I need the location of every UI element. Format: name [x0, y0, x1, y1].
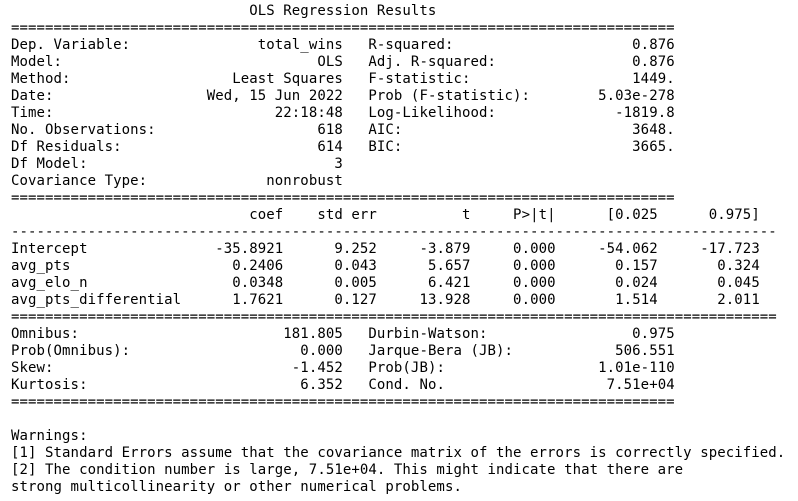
coef-cell: 0.2406	[181, 258, 284, 274]
title-line	[11, 3, 785, 20]
diag-row-prob-omnibus	[11, 343, 785, 360]
coef-row-name: avg_pts	[11, 258, 182, 274]
coef-cell: 0.000	[470, 241, 556, 257]
summary-row-df-residuals	[11, 139, 785, 156]
coef-row	[11, 241, 785, 258]
kurtosis-label: Kurtosis:	[11, 377, 199, 393]
covariance-type-label: Covariance Type:	[11, 173, 199, 189]
summary-row-covariance-type	[11, 173, 785, 190]
diag-row-skew	[11, 360, 785, 377]
dep-variable-label: Dep. Variable:	[11, 37, 199, 53]
coef-cell: 9.252	[283, 241, 377, 257]
time-label: Time:	[11, 105, 199, 121]
warning-2: [2] The condition number is large, 7.51e+04. This might indicate that there are	[11, 462, 684, 478]
coef-row	[11, 275, 785, 292]
warning-3-line	[11, 479, 785, 496]
separator-mid-1	[11, 190, 785, 207]
coef-cell: -35.8921	[181, 241, 284, 257]
coef-header-0: coef	[181, 207, 284, 223]
warning-1: [1] Standard Errors assume that the covariance matrix of the errors is correctly specified.	[11, 445, 786, 461]
adj-r-squared-label: Adj. R-squared:	[368, 54, 556, 70]
coef-cell: 6.421	[376, 275, 471, 291]
coef-cell: 0.043	[283, 258, 377, 274]
separator-bottom	[11, 394, 785, 411]
coef-cell: 0.157	[555, 258, 658, 274]
prob-omnibus-value: 0.000	[198, 343, 343, 359]
durbin-watson-value: 0.975	[555, 326, 675, 342]
dep-variable-value: total_wins	[198, 37, 343, 53]
warning-2-line	[11, 462, 785, 479]
coef-cell: 1.514	[555, 292, 658, 308]
skew-label: Skew:	[11, 360, 199, 376]
date-label: Date:	[11, 88, 199, 104]
covariance-type-value: nonrobust	[198, 173, 343, 189]
coef-cell: 2.011	[657, 292, 760, 308]
coef-cell: 1.7621	[181, 292, 284, 308]
coef-header-1: std err	[283, 207, 377, 223]
summary-row-no-observations	[11, 122, 785, 139]
jarque-bera-value: 506.551	[555, 343, 675, 359]
separator-mid-2: ==========================================================================================	[11, 309, 777, 325]
coef-cell: 0.000	[470, 292, 556, 308]
df-model-label: Df Model:	[11, 156, 199, 172]
aic-label: AIC:	[368, 122, 556, 138]
prob-jb-value: 1.01e-110	[555, 360, 675, 376]
no-observations-label: No. Observations:	[11, 122, 199, 138]
prob-omnibus-label: Prob(Omnibus):	[11, 343, 199, 359]
durbin-watson-label: Durbin-Watson:	[368, 326, 556, 342]
coef-cell: 0.005	[283, 275, 377, 291]
summary-row-model	[11, 54, 785, 71]
blank-line	[11, 411, 785, 428]
warning-1-line	[11, 445, 785, 462]
coef-row-name: avg_pts_differential	[11, 292, 182, 308]
coef-cell: 0.000	[470, 275, 556, 291]
method-label: Method:	[11, 71, 199, 87]
coef-cell: -3.879	[376, 241, 471, 257]
warnings-heading-line	[11, 428, 785, 445]
summary-row-df-model	[11, 156, 785, 173]
jarque-bera-label: Jarque-Bera (JB):	[368, 343, 556, 359]
r-squared-value: 0.876	[555, 37, 675, 53]
coef-header-3: P>|t|	[470, 207, 556, 223]
omnibus-label: Omnibus:	[11, 326, 199, 342]
summary-row-dep-variable	[11, 37, 785, 54]
bic-label: BIC:	[368, 139, 556, 155]
aic-value: 3648.	[555, 122, 675, 138]
coef-row	[11, 292, 785, 309]
warning-3: strong multicollinearity or other numerical problems.	[11, 479, 462, 495]
coef-cell: 0.0348	[181, 275, 284, 291]
coef-cell: -17.723	[657, 241, 760, 257]
separator-mid-2-text: ==============================================================================	[11, 309, 675, 325]
coef-cell: 0.127	[283, 292, 377, 308]
omnibus-value: 181.805	[198, 326, 343, 342]
coef-cell: 0.024	[555, 275, 658, 291]
summary-row-date	[11, 88, 785, 105]
coef-cell: 13.928	[376, 292, 471, 308]
r-squared-label: R-squared:	[368, 37, 556, 53]
prob-jb-label: Prob(JB):	[368, 360, 556, 376]
coef-cell: 0.045	[657, 275, 760, 291]
log-likelihood-label: Log-Likelihood:	[368, 105, 556, 121]
df-model-value: 3	[198, 156, 343, 172]
cond-no-label: Cond. No.	[368, 377, 556, 393]
time-value: 22:18:48	[198, 105, 343, 121]
bic-value: 3665.	[555, 139, 675, 155]
prob-f-statistic-label: Prob (F-statistic):	[368, 88, 556, 104]
kurtosis-value: 6.352	[198, 377, 343, 393]
coef-row-name: avg_elo_n	[11, 275, 182, 291]
df-residuals-label: Df Residuals:	[11, 139, 199, 155]
coef-row-name: Intercept	[11, 241, 182, 257]
report-title: OLS Regression Results	[11, 3, 675, 19]
separator-bottom-text: ==============================================================================	[11, 394, 675, 410]
coef-header-4: [0.025	[555, 207, 658, 223]
prob-f-statistic-value: 5.03e-278	[555, 88, 675, 104]
separator-dash-text: ------------------------------------------------------------------------------	[11, 224, 675, 240]
separator-mid-1-text: ==============================================================================	[11, 190, 675, 206]
model-value: OLS	[198, 54, 343, 70]
coef-cell: -54.062	[555, 241, 658, 257]
model-label: Model:	[11, 54, 199, 70]
separator-top-text: ==============================================================================	[11, 20, 675, 36]
coef-header-5: 0.975]	[657, 207, 760, 223]
f-statistic-label: F-statistic:	[368, 71, 556, 87]
method-value: Least Squares	[198, 71, 343, 87]
diag-row-kurtosis	[11, 377, 785, 394]
diag-row-omnibus	[11, 326, 785, 343]
adj-r-squared-value: 0.876	[555, 54, 675, 70]
df-residuals-value: 614	[198, 139, 343, 155]
log-likelihood-value: -1819.8	[555, 105, 675, 121]
coef-cell: 5.657	[376, 258, 471, 274]
skew-value: -1.452	[198, 360, 343, 376]
separator-dash: ------------------------------------------------------------------------------------------	[11, 224, 777, 240]
coef-header-2: t	[376, 207, 471, 223]
f-statistic-value: 1449.	[555, 71, 675, 87]
no-observations-value: 618	[198, 122, 343, 138]
coef-cell: 0.000	[470, 258, 556, 274]
regression-output	[11, 3, 785, 496]
cond-no-value: 7.51e+04	[555, 377, 675, 393]
coef-cell: 0.324	[657, 258, 760, 274]
separator-top	[11, 20, 785, 37]
summary-row-method	[11, 71, 785, 88]
coef-row	[11, 258, 785, 275]
summary-row-time	[11, 105, 785, 122]
warnings-heading: Warnings:	[11, 428, 88, 444]
coef-header-row	[11, 207, 785, 224]
date-value: Wed, 15 Jun 2022	[198, 88, 343, 104]
